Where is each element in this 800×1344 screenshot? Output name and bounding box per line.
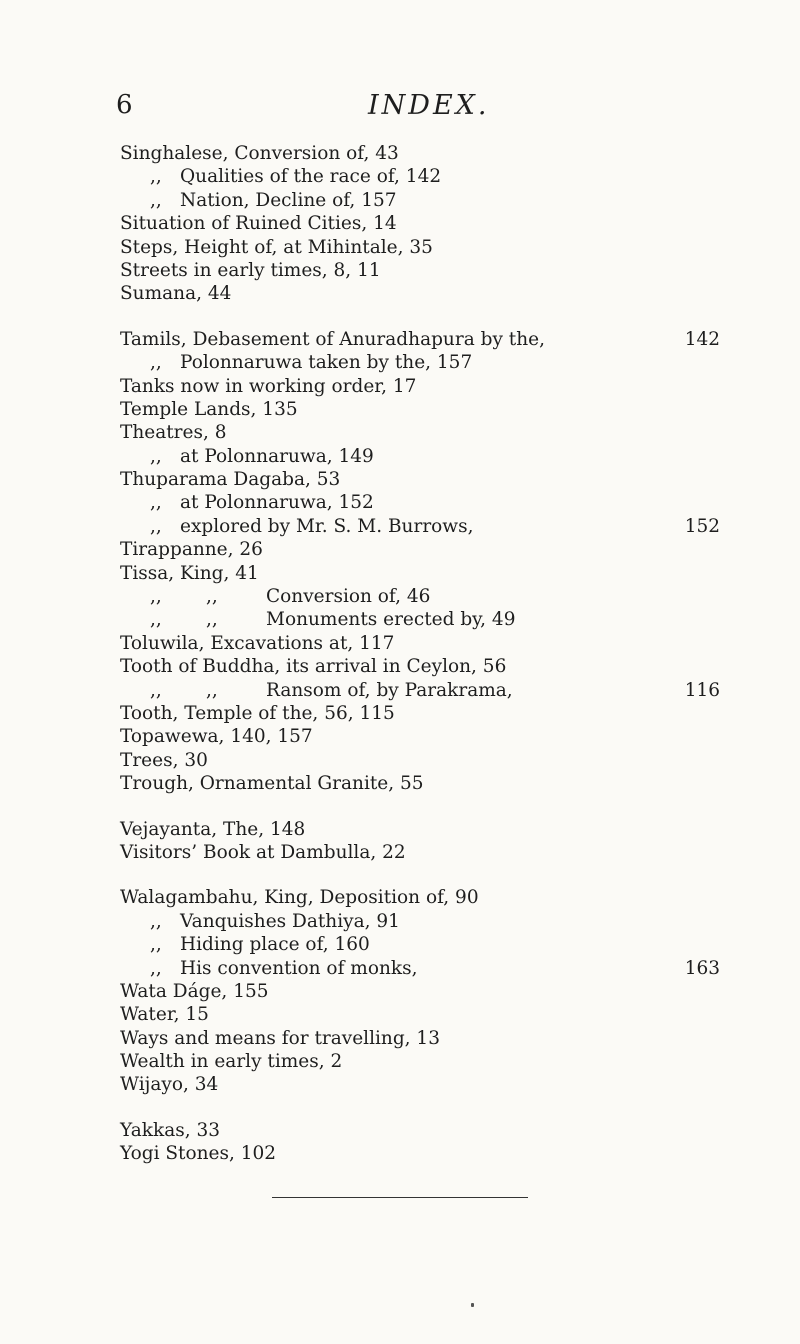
entry-text: Hiding place of, 160: [180, 934, 370, 956]
ditto-mark: ,,: [150, 166, 162, 188]
entry-text: Water, 15: [120, 1004, 209, 1026]
entry-text: Tirappanne, 26: [120, 539, 263, 561]
index-entry: [120, 980, 720, 1003]
index-entry: [120, 886, 720, 909]
entry-text: Streets in early times, 8, 11: [120, 259, 381, 281]
index-entry: [120, 933, 720, 956]
ditto-mark: ,,: [150, 934, 162, 956]
entry-text: at Polonnaruwa, 152: [180, 492, 374, 514]
ditto-mark: ,,: [206, 679, 218, 701]
index-entry: [120, 421, 720, 444]
index-entry: [120, 189, 720, 212]
entry-text: Tooth of Buddha, its arrival in Ceylon, 56: [120, 656, 507, 678]
entry-text: Yakkas, 33: [120, 1119, 221, 1141]
page-reference: 142: [684, 328, 720, 350]
entry-text: Trough, Ornamental Granite, 55: [120, 773, 424, 795]
index-entry: [120, 282, 720, 305]
index-entry: [120, 562, 720, 585]
index-entry: [120, 1003, 720, 1026]
entry-text: Temple Lands, 135: [120, 398, 298, 420]
ditto-mark: ,,: [150, 189, 162, 211]
entry-text: Topawewa, 140, 157: [120, 726, 313, 748]
page-reference: 163: [684, 957, 720, 979]
entry-text: Monuments erected by, 49: [266, 609, 516, 631]
entry-text: Tooth, Temple of the, 56, 115: [120, 702, 395, 724]
ditto-mark: ,,: [206, 586, 218, 608]
ditto-mark: ,,: [150, 586, 162, 608]
ditto-mark: ,,: [150, 352, 162, 374]
index-entry: [120, 142, 720, 165]
entry-text: Ways and means for travelling, 13: [120, 1027, 440, 1049]
index-entry: [120, 655, 720, 678]
entry-text: Ransom of, by Parakrama,: [266, 679, 513, 701]
index-entry: [120, 328, 720, 351]
entry-text: Visitors’ Book at Dambulla, 22: [120, 841, 406, 863]
entry-text: Wealth in early times, 2: [120, 1051, 343, 1073]
index-entry: [120, 632, 720, 655]
index-entry: [120, 1142, 720, 1165]
entry-text: explored by Mr. S. M. Burrows,: [180, 515, 474, 537]
entry-text: Steps, Height of, at Mihintale, 35: [120, 236, 433, 258]
entry-text: Wijayo, 34: [120, 1074, 219, 1096]
index-entry: [120, 259, 720, 282]
running-head-title: INDEX.: [368, 90, 490, 121]
index-entry: [120, 491, 720, 514]
entry-text: Toluwila, Excavations at, 117: [120, 632, 395, 654]
entry-text: Trees, 30: [120, 749, 208, 771]
index-entry: [120, 585, 720, 608]
index-entry: [120, 1027, 720, 1050]
entry-text: Conversion of, 46: [266, 586, 431, 608]
index-entry: [120, 236, 720, 259]
index-entry: [120, 515, 720, 538]
index-section: [120, 886, 720, 1097]
index-entry: [120, 538, 720, 561]
entry-text: Wata Dáge, 155: [120, 980, 269, 1002]
ditto-mark: ,,: [150, 492, 162, 514]
index-section: [120, 818, 720, 865]
index-entry: [120, 375, 720, 398]
ditto-mark: ,,: [150, 445, 162, 467]
ditto-mark: ,,: [150, 957, 162, 979]
ditto-mark: ,,: [206, 609, 218, 631]
index-entry: [120, 725, 720, 748]
entry-text: Vanquishes Dathiya, 91: [180, 910, 400, 932]
entry-text: Vejayanta, The, 148: [120, 818, 306, 840]
index-entry: [120, 957, 720, 980]
ditto-mark: ,,: [150, 609, 162, 631]
entry-text: Tissa, King, 41: [120, 562, 259, 584]
entry-text: Tanks now in working order, 17: [120, 375, 417, 397]
entry-text: at Polonnaruwa, 149: [180, 445, 374, 467]
index-entry: [120, 165, 720, 188]
entry-text: Yogi Stones, 102: [120, 1143, 277, 1165]
index-entry: [120, 398, 720, 421]
ditto-mark: ,,: [150, 679, 162, 701]
index-entry: [120, 702, 720, 725]
index-section: [120, 142, 720, 306]
entry-text: Polonnaruwa taken by the, 157: [180, 352, 473, 374]
entry-text: Tamils, Debasement of Anuradhapura by the,: [120, 328, 545, 350]
print-speck: [471, 1303, 474, 1307]
index-entry: [120, 1119, 720, 1142]
index-entry: [120, 749, 720, 772]
index-entry: [120, 772, 720, 795]
index-entry: [120, 1073, 720, 1096]
index-entry: [120, 351, 720, 374]
index-section: [120, 1119, 720, 1166]
entry-text: Thuparama Dagaba, 53: [120, 469, 341, 491]
entry-text: Walagambahu, King, Deposition of, 90: [120, 887, 479, 909]
index-entry: [120, 445, 720, 468]
entry-text: Theatres, 8: [120, 422, 227, 444]
index-entry: [120, 468, 720, 491]
ditto-mark: ,,: [150, 910, 162, 932]
entry-text: Singhalese, Conversion of, 43: [120, 143, 399, 164]
entry-text: Qualities of the race of, 142: [180, 166, 442, 188]
page-reference: 152: [684, 515, 720, 537]
index-section: [120, 328, 720, 796]
index-entry: [120, 1050, 720, 1073]
index-list: [120, 142, 720, 1188]
entry-text: His convention of monks,: [180, 957, 418, 979]
page-reference: 116: [684, 679, 720, 701]
index-entry: [120, 608, 720, 631]
end-rule: [272, 1197, 528, 1198]
entry-text: Sumana, 44: [120, 283, 232, 305]
page-number: 6: [116, 90, 133, 120]
entry-text: Situation of Ruined Cities, 14: [120, 213, 397, 235]
ditto-mark: ,,: [150, 515, 162, 537]
index-entry: [120, 679, 720, 702]
index-entry: [120, 910, 720, 933]
index-entry: [120, 841, 720, 864]
entry-text: Nation, Decline of, 157: [180, 189, 397, 211]
index-entry: [120, 212, 720, 235]
index-entry: [120, 818, 720, 841]
